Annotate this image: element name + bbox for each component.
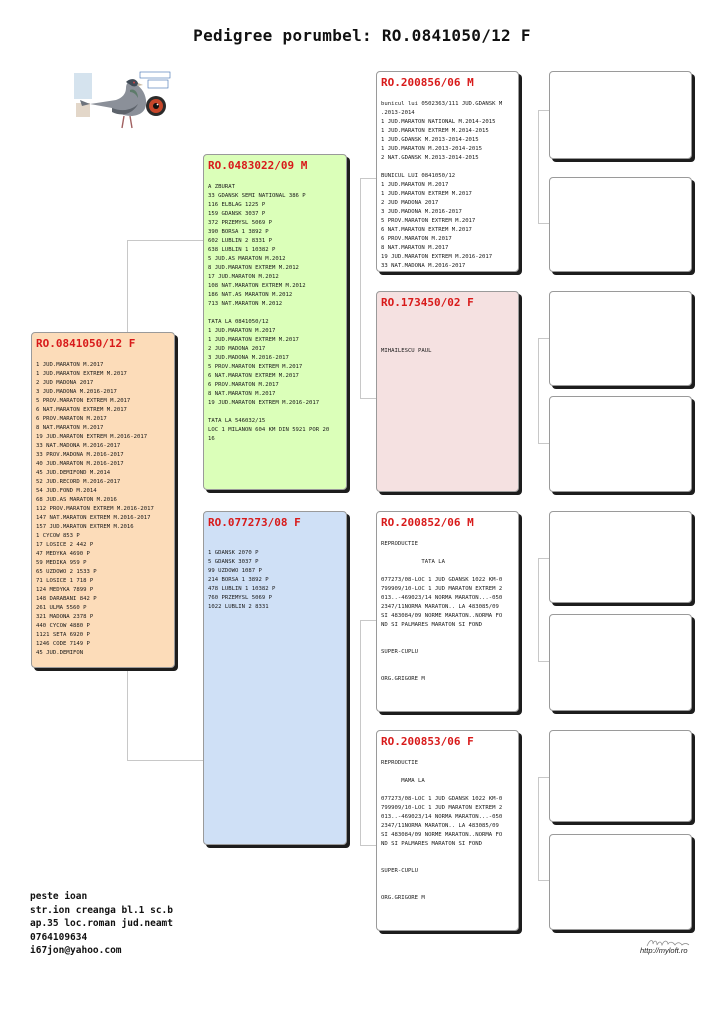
detail-line: MAMA LA xyxy=(381,778,425,784)
detail-line: TATA LA xyxy=(381,559,445,565)
detail-line xyxy=(36,352,170,361)
detail-line xyxy=(381,567,514,576)
subject-details xyxy=(36,352,170,658)
great-grandparent-card[interactable] xyxy=(549,177,692,272)
detail-line: bunicul lui 0502363/111 JUD.GDANSK M xyxy=(381,101,503,107)
connector xyxy=(538,338,539,443)
owner-email[interactable]: i67jon@yahoo.com xyxy=(30,945,122,957)
maternal-grandmother-card[interactable] xyxy=(376,730,519,931)
detail-line: 52 JUD.RECORD M.2016-2017 xyxy=(36,479,121,485)
detail-line: 47 MEDYKA 4690 P xyxy=(36,551,90,557)
maternal-grandmother-details xyxy=(381,750,514,903)
maternal-grandmother-ring: RO.200853/06 F xyxy=(381,735,474,748)
detail-line xyxy=(381,858,514,867)
detail-line: 8 NAT.MARATON M.2017 xyxy=(36,425,104,431)
detail-line: 5 GDANSK 3037 P xyxy=(208,559,259,565)
detail-line: 6 NAT.MARATON EXTREM M.2017 xyxy=(208,373,299,379)
pigeon-photo xyxy=(72,70,172,136)
detail-line: 2 JUD MADONA 2017 xyxy=(36,380,94,386)
detail-line xyxy=(208,408,342,417)
detail-line: 2347/11NORMA MARATON.. LA 483085/09 xyxy=(381,823,499,829)
maternal-grandfather-details xyxy=(381,531,514,684)
great-grandparent-card[interactable] xyxy=(549,291,692,386)
detail-line: 148 DARABANI 842 P xyxy=(36,596,97,602)
owner-address: ap.35 loc.roman jud.neamt xyxy=(30,918,173,930)
mother-ring: RO.077273/08 F xyxy=(208,516,301,529)
father-card[interactable] xyxy=(203,154,347,490)
detail-line: 19 JUD.MARATON EXTREM M.2016-2017 xyxy=(36,434,148,440)
detail-line: 68 JUD.AS MARATON M.2016 xyxy=(36,497,117,503)
detail-line: 1 JUD.MARATON M.2013-2014-2015 xyxy=(381,146,483,152)
owner-info xyxy=(30,890,173,958)
great-grandparent-card[interactable] xyxy=(549,396,692,492)
detail-line: 8 JUD.MARATON EXTREM M.2012 xyxy=(208,265,299,271)
detail-line: 33 NAT.MADONA M.2016-2017 xyxy=(36,443,121,449)
detail-line: 54 JUD.FOND M.2014 xyxy=(36,488,97,494)
detail-line: 1 JUD.MARATON M.2017 xyxy=(208,328,276,334)
detail-line: 17 JUD.MARATON M.2012 xyxy=(208,274,279,280)
detail-line: 3 JUD.MADONA M.2016-2017 xyxy=(381,209,462,215)
detail-line: 1121 SETA 6920 P xyxy=(36,632,90,638)
detail-line: 33 GDANSK SEMI NATIONAL 386 P xyxy=(208,193,306,199)
detail-line: 116 ELBLAG 1225 P xyxy=(208,202,266,208)
detail-line: 17 LOSICE 2 442 P xyxy=(36,542,94,548)
detail-line: 1022 LUBLIN 2 8331 xyxy=(208,604,269,610)
detail-line: 638 LUBLIN 1 10382 P xyxy=(208,247,276,253)
detail-line: 1 JUD.MARATON EXTREM M.2017 xyxy=(381,191,472,197)
detail-line: 5 PROV.MARATON EXTREM M.2017 xyxy=(36,398,131,404)
connector xyxy=(538,880,549,881)
great-grandparent-card[interactable] xyxy=(549,614,692,711)
great-grandparent-card[interactable] xyxy=(549,511,692,603)
detail-line: 372 PRZEMYSL 5069 P xyxy=(208,220,272,226)
detail-line: 71 LOSICE 1 718 P xyxy=(36,578,94,584)
detail-line: 602 LUBLIN 2 8331 P xyxy=(208,238,272,244)
detail-line xyxy=(381,786,514,795)
connector xyxy=(127,240,203,241)
detail-line xyxy=(381,639,514,648)
subject-ring: RO.0841050/12 F xyxy=(36,337,136,350)
detail-line xyxy=(381,338,514,347)
detail-line: 1 JUD.MARATON EXTREM M.2014-2015 xyxy=(381,128,489,134)
paternal-grandfather-ring: RO.200856/06 M xyxy=(381,76,474,89)
detail-line xyxy=(381,876,514,885)
detail-line: 1246 CODE 7149 P xyxy=(36,641,90,647)
detail-line: 478 LUBLIN 1 10382 P xyxy=(208,586,276,592)
detail-line: 33 PROV.MADONA M.2016-2017 xyxy=(36,452,124,458)
detail-line: TATA LA 0841050/12 xyxy=(208,319,269,325)
detail-line xyxy=(208,174,342,183)
detail-line: 2347/11NORMA MARATON.. LA 483085/09 xyxy=(381,604,499,610)
detail-line xyxy=(381,531,514,540)
detail-line: MIHAILESCU PAUL xyxy=(381,348,432,354)
detail-line: 159 GDANSK 3037 P xyxy=(208,211,266,217)
detail-line: REPRODUCTIE xyxy=(381,760,419,766)
detail-line: 6 PROV.MARATON M.2017 xyxy=(381,236,452,242)
detail-line xyxy=(208,531,342,540)
detail-line: 40 JUD.MARATON M.2016-2017 xyxy=(36,461,124,467)
detail-line: 760 PRZEMYSL 5069 P xyxy=(208,595,272,601)
detail-line: 077273/08-LOC 1 JUD GDANSK 1022 KM-0 xyxy=(381,577,503,583)
detail-line: SI 483084/09 NORME MARATON..NORMA FO xyxy=(381,832,503,838)
mother-card[interactable] xyxy=(203,511,347,845)
detail-line: 1 JUD.MARATON EXTREM M.2017 xyxy=(36,371,127,377)
detail-line: 6 NAT.MARATON EXTREM M.2017 xyxy=(36,407,127,413)
connector xyxy=(538,777,549,778)
detail-line: TATA LA 546032/15 xyxy=(208,418,266,424)
detail-line: 5 JUD.AS MARATON M.2012 xyxy=(208,256,286,262)
detail-line: 799909/10-LOC 1 JUD MARATON EXTREM 2 xyxy=(381,586,503,592)
connector xyxy=(360,620,361,845)
detail-line xyxy=(381,329,514,338)
detail-line: 19 JUD.MARATON EXTREM M.2016-2017 xyxy=(381,254,493,260)
detail-line: 713 NAT.MARATON M.2012 xyxy=(208,301,283,307)
detail-line: 59 MEDIKA 959 P xyxy=(36,560,87,566)
detail-line: 108 NAT.MARATON EXTREM M.2012 xyxy=(208,283,306,289)
detail-line: 19 JUD.MARATON EXTREM M.2016-2017 xyxy=(208,400,320,406)
great-grandparent-card[interactable] xyxy=(549,834,692,930)
detail-line: BUNICUL LUI 0841050/12 xyxy=(381,173,456,179)
detail-line: 112 PROV.MARATON EXTREM M.2016-2017 xyxy=(36,506,154,512)
detail-line: 013..-469023/14 NORMA MARATON...-050 xyxy=(381,814,503,820)
connector xyxy=(538,443,549,444)
signature-logo xyxy=(645,934,691,946)
detail-line: 157 JUD.MARATON EXTREM M.2016 xyxy=(36,524,134,530)
detail-line: 2 JUD MADONA 2017 xyxy=(208,346,266,352)
detail-line xyxy=(208,540,342,549)
detail-line: 45 JUD.DEMIFOND M.2014 xyxy=(36,470,111,476)
paternal-grandmother-card[interactable] xyxy=(376,291,519,492)
detail-line: 99 UZDOWO 1087 P xyxy=(208,568,262,574)
detail-line: A ZBURAT xyxy=(208,184,235,190)
detail-line: 1 JUD.MARATON M.2017 xyxy=(36,362,104,368)
website-link[interactable]: http://myloft.ro xyxy=(640,946,688,955)
detail-line: ND SI PALMARES MARATON SI FOND xyxy=(381,841,483,847)
detail-line: 186 NAT.AS MARATON M.2012 xyxy=(208,292,293,298)
detail-line: 6 PROV.MARATON M.2017 xyxy=(208,382,279,388)
detail-line: 5 PROV.MARATON EXTREM M.2017 xyxy=(208,364,303,370)
connector xyxy=(127,760,203,761)
father-details xyxy=(208,174,342,444)
detail-line: 077273/08-LOC 1 JUD GDANSK 1022 KM-0 xyxy=(381,796,503,802)
detail-line: 440 CYCOW 4880 P xyxy=(36,623,90,629)
detail-line: 013..-469023/14 NORMA MARATON...-050 xyxy=(381,595,503,601)
detail-line: LOC 1 MILANON 604 KM DIN 5921 POR 20 xyxy=(208,427,330,433)
detail-line xyxy=(208,309,342,318)
connector xyxy=(360,845,376,846)
detail-line: 147 NAT.MARATON EXTREM M.2016-2017 xyxy=(36,515,151,521)
detail-line: 3 JUD.MADONA M.2016-2017 xyxy=(208,355,289,361)
detail-line: 3 JUD.MADONA M.2016-2017 xyxy=(36,389,117,395)
detail-line: 1 GDANSK 2070 P xyxy=(208,550,259,556)
detail-line: SUPER-CUPLU xyxy=(381,868,419,874)
detail-line: 1 JUD.GDANSK M.2013-2014-2015 xyxy=(381,137,479,143)
detail-line xyxy=(381,657,514,666)
mother-details xyxy=(208,531,342,612)
father-ring: RO.0483022/09 M xyxy=(208,159,308,172)
paternal-grandfather-details xyxy=(381,91,514,271)
connector xyxy=(360,178,376,179)
subject-card[interactable] xyxy=(31,332,175,668)
detail-line: 33 NAT.MADONA M.2016-2017 xyxy=(381,263,466,269)
detail-line: 16 xyxy=(208,436,215,442)
detail-line: 390 BORSA 1 3892 P xyxy=(208,229,269,235)
detail-line: 799909/10-LOC 1 JUD MARATON EXTREM 2 xyxy=(381,805,503,811)
detail-line: .2013-2014 xyxy=(381,110,415,116)
detail-line xyxy=(381,311,514,320)
detail-line: 45 JUD.DEMIFON xyxy=(36,650,84,656)
detail-line: ORG.GRIGORE M xyxy=(381,676,425,682)
connector xyxy=(538,338,549,339)
owner-name: peste ioan xyxy=(30,891,88,902)
connector xyxy=(360,620,376,621)
detail-line: 6 NAT.MARATON EXTREM M.2017 xyxy=(381,227,472,233)
detail-line xyxy=(381,91,514,100)
owner-address: str.ion creanga bl.1 sc.b xyxy=(30,904,173,916)
owner-phone: 0764109634 xyxy=(30,931,88,943)
detail-line xyxy=(381,320,514,329)
detail-line xyxy=(381,768,514,777)
connector xyxy=(538,661,549,662)
great-grandparent-card[interactable] xyxy=(549,71,692,159)
detail-line: SUPER-CUPLU xyxy=(381,649,419,655)
detail-line: 1 JUD.MARATON NATIONAL M.2014-2015 xyxy=(381,119,496,125)
paternal-grandmother-details xyxy=(381,311,514,356)
paternal-grandmother-ring: RO.173450/02 F xyxy=(381,296,474,309)
connector xyxy=(538,777,539,880)
detail-line xyxy=(381,849,514,858)
connector xyxy=(538,558,549,559)
connector xyxy=(538,110,549,111)
detail-line: 2 NAT.GDANSK M.2013-2014-2015 xyxy=(381,155,479,161)
detail-line: 65 UZDOWO 2 1533 P xyxy=(36,569,97,575)
detail-line: ORG.GRIGORE M xyxy=(381,895,425,901)
detail-line: 8 NAT.MARATON M.2017 xyxy=(208,391,276,397)
page-title: Pedigree porumbel: RO.0841050/12 F xyxy=(193,26,531,45)
detail-line xyxy=(381,666,514,675)
detail-line xyxy=(381,630,514,639)
maternal-grandfather-ring: RO.200852/06 M xyxy=(381,516,474,529)
detail-line xyxy=(381,885,514,894)
detail-line: ND SI PALMARES MARATON SI FOND xyxy=(381,622,483,628)
connector xyxy=(538,110,539,223)
detail-line xyxy=(381,163,514,172)
detail-line xyxy=(381,750,514,759)
great-grandparent-card[interactable] xyxy=(549,730,692,822)
detail-line: 321 MADONA 2378 P xyxy=(36,614,94,620)
connector xyxy=(360,398,376,399)
detail-line: 6 PROV.MARATON M.2017 xyxy=(36,416,107,422)
detail-line: 2 JUD MADONA 2017 xyxy=(381,200,439,206)
connector xyxy=(360,178,361,398)
paternal-grandfather-card[interactable] xyxy=(376,71,519,272)
detail-line: 261 ULMA 5560 P xyxy=(36,605,87,611)
detail-line: 214 BORSA 1 3892 P xyxy=(208,577,269,583)
detail-line: SI 483084/09 NORME MARATON..NORMA FO xyxy=(381,613,503,619)
detail-line: 1 JUD.MARATON M.2017 xyxy=(381,182,449,188)
detail-line: 1 CYCOW 853 P xyxy=(36,533,80,539)
maternal-grandfather-card[interactable] xyxy=(376,511,519,712)
detail-line: 124 MEDYKA 7899 P xyxy=(36,587,94,593)
detail-line: 5 PROV.MARATON EXTREM M.2017 xyxy=(381,218,476,224)
connector xyxy=(538,223,549,224)
detail-line: REPRODUCTIE xyxy=(381,541,419,547)
connector xyxy=(538,558,539,661)
detail-line xyxy=(381,549,514,558)
detail-line: 8 NAT.MARATON M.2017 xyxy=(381,245,449,251)
detail-line: 1 JUD.MARATON EXTREM M.2017 xyxy=(208,337,299,343)
